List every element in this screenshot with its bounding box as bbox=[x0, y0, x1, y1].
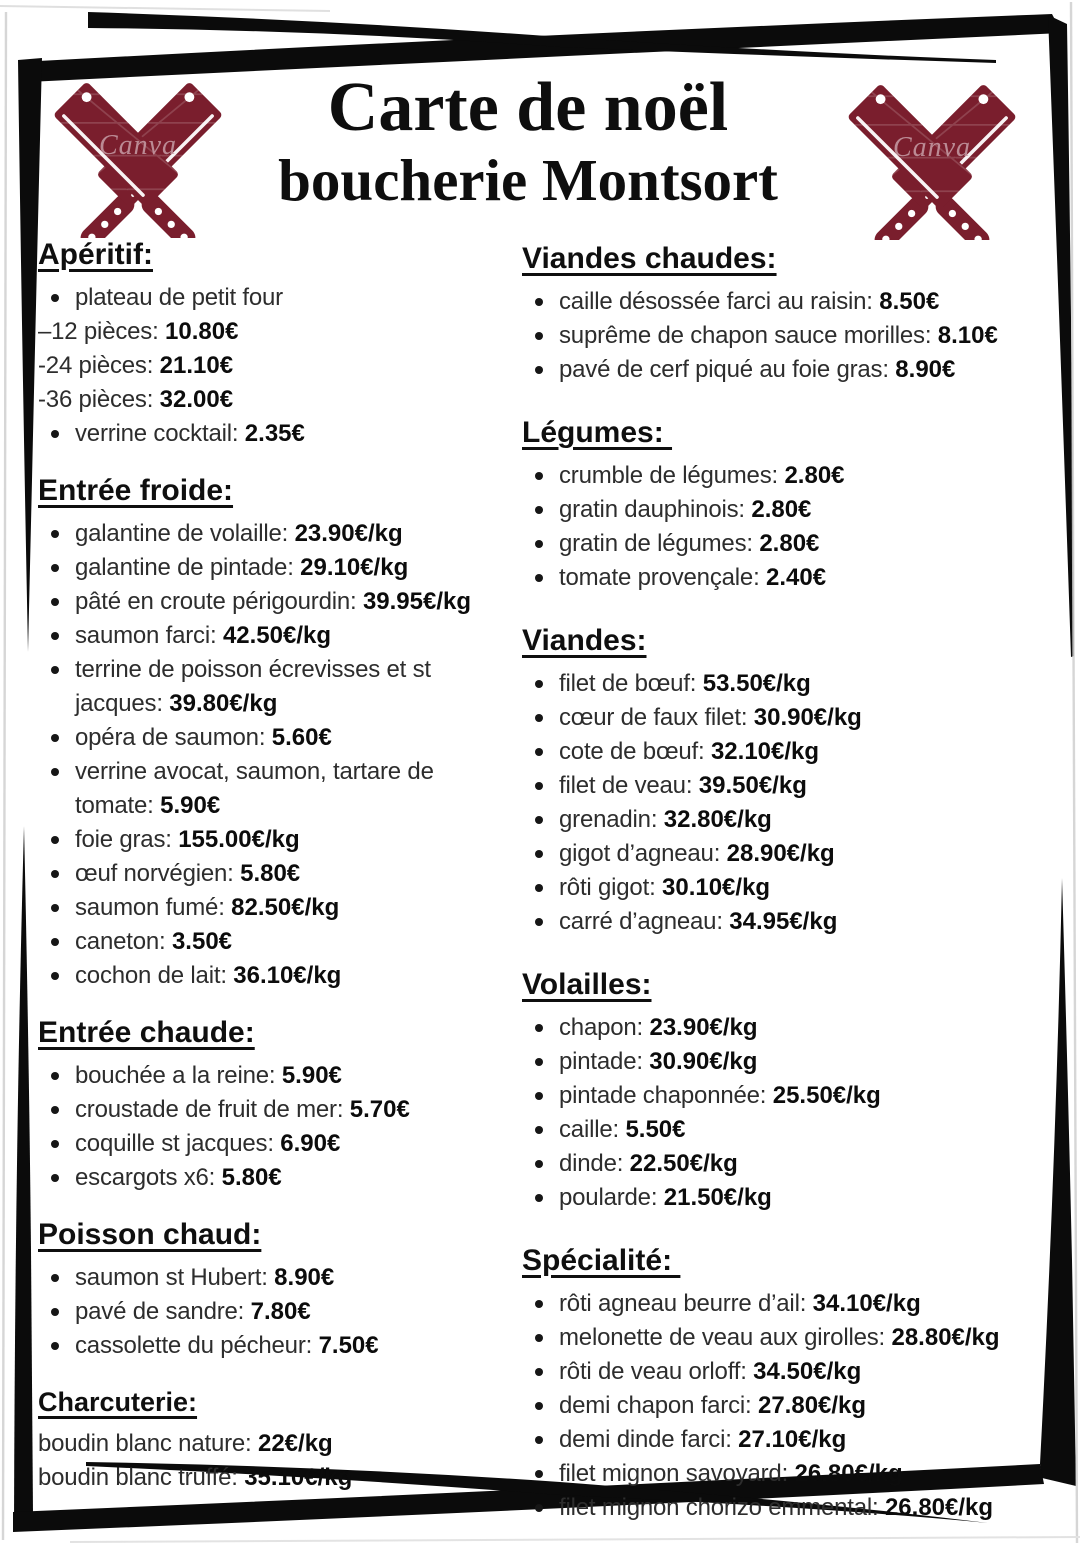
item-price: 28.80€/kg bbox=[891, 1324, 1000, 1351]
item-price: 53.50€/kg bbox=[702, 670, 811, 697]
menu-section bbox=[522, 622, 1046, 939]
menu-item: –12 pièces: 10.80€ bbox=[38, 318, 239, 345]
item-text: demi chapon farci bbox=[559, 1392, 746, 1419]
item-text: pintade bbox=[559, 1048, 637, 1075]
item-text: opéra de saumon bbox=[75, 724, 259, 751]
item-price: 36.10€/kg bbox=[233, 962, 342, 989]
menu-item: foie gras: 155.00€/kg bbox=[38, 823, 516, 857]
item-text: -24 pièces bbox=[38, 352, 147, 379]
item-price: 26.80€/kg bbox=[794, 1460, 903, 1487]
menu-item: cote de bœuf: 32.10€/kg bbox=[522, 735, 1046, 769]
menu-item: galantine de volaille: 23.90€/kg bbox=[38, 517, 516, 551]
item-text: caille désossée farci au raisin bbox=[559, 288, 867, 315]
item-price: 8.90€ bbox=[895, 356, 956, 383]
section-items bbox=[38, 281, 516, 451]
item-price: 34.95€/kg bbox=[729, 908, 838, 935]
menu-item: -24 pièces: 21.10€ bbox=[38, 352, 234, 379]
item-price: 30.90€/kg bbox=[649, 1048, 758, 1075]
item-text: gigot d’agneau bbox=[559, 840, 714, 867]
item-text: caneton bbox=[75, 928, 160, 955]
item-price: 2.35€ bbox=[244, 420, 305, 447]
crossed-cleavers-icon bbox=[18, 78, 258, 238]
menu-section bbox=[38, 236, 516, 451]
item-text: poularde bbox=[559, 1184, 651, 1211]
menu-item: cochon de lait: 36.10€/kg bbox=[38, 959, 516, 993]
item-price: 5.90€ bbox=[160, 792, 221, 819]
menu-item: filet de bœuf: 53.50€/kg bbox=[522, 667, 1046, 701]
item-price: 2.80€ bbox=[751, 496, 812, 523]
section-items bbox=[38, 517, 516, 993]
item-price: 39.95€/kg bbox=[362, 588, 472, 615]
section-heading: Apéritif: bbox=[38, 238, 153, 271]
section-items bbox=[522, 285, 1046, 387]
item-price: 32.10€/kg bbox=[710, 738, 820, 765]
menu-item: crumble de légumes: 2.80€ bbox=[522, 459, 1046, 493]
item-price: 8.50€ bbox=[879, 288, 940, 315]
item-price: 5.90€ bbox=[281, 1062, 342, 1089]
menu-item: saumon st Hubert: 8.90€ bbox=[38, 1261, 516, 1295]
menu-item: pintade chaponnée: 25.50€/kg bbox=[522, 1079, 1046, 1113]
item-text: melonette de veau aux girolles bbox=[559, 1324, 879, 1351]
menu-item: terrine de poisson écrevisses et st jacques: 39.80€/kg bbox=[38, 653, 516, 721]
item-price: 3.50€ bbox=[171, 928, 233, 955]
menu-item: saumon farci: 42.50€/kg bbox=[38, 619, 516, 653]
item-text: galantine de volaille bbox=[75, 520, 282, 547]
item-text: suprême de chapon sauce morilles bbox=[559, 322, 925, 349]
menu-item: pintade: 30.90€/kg bbox=[522, 1045, 1046, 1079]
item-price: 26.80€/kg bbox=[884, 1494, 994, 1521]
menu-item: chapon: 23.90€/kg bbox=[522, 1011, 1046, 1045]
section-heading: Poisson chaud: bbox=[38, 1218, 262, 1251]
menu-item: pavé de cerf piqué au foie gras: 8.90€ bbox=[522, 353, 1046, 387]
item-text: crumble de légumes bbox=[559, 462, 772, 489]
menu-item: suprême de chapon sauce morilles: 8.10€ bbox=[522, 319, 1046, 353]
item-price: 34.10€/kg bbox=[812, 1290, 921, 1317]
item-text: cochon de lait bbox=[75, 962, 221, 989]
item-price: 27.10€/kg bbox=[738, 1426, 847, 1453]
menu-section bbox=[522, 414, 1046, 595]
item-text: filet de veau bbox=[559, 772, 686, 799]
section-heading: Entrée chaude: bbox=[38, 1016, 255, 1049]
item-price: 5.60€ bbox=[271, 724, 332, 751]
item-text: escargots x6 bbox=[75, 1164, 209, 1191]
item-price: 22.50€/kg bbox=[629, 1150, 738, 1177]
item-text: coquille st jacques bbox=[75, 1130, 268, 1157]
item-price: 7.80€ bbox=[250, 1298, 311, 1325]
item-text: –12 pièces bbox=[38, 318, 153, 345]
menu-item: escargots x6: 5.80€ bbox=[38, 1161, 516, 1195]
item-price: 82.50€/kg bbox=[231, 894, 340, 921]
menu-item: cœur de faux filet: 30.90€/kg bbox=[522, 701, 1046, 735]
item-price: 35.10€/kg bbox=[244, 1464, 353, 1491]
item-price: 32.80€/kg bbox=[663, 806, 772, 833]
menu-item: filet mignon savoyard: 26.80€/kg bbox=[522, 1457, 1046, 1491]
item-price: 21.10€ bbox=[159, 352, 234, 379]
menu-item: caneton: 3.50€ bbox=[38, 925, 516, 959]
item-price: 10.80€ bbox=[165, 318, 239, 345]
menu-item: verrine avocat, saumon, tartare de tomate: 5.90€ bbox=[38, 755, 516, 823]
menu-item: boudin blanc truffé: 35.10€/kg bbox=[38, 1464, 353, 1491]
menu-section bbox=[38, 1216, 516, 1363]
item-text: rôti agneau beurre d’ail bbox=[559, 1290, 800, 1317]
item-text: grenadin bbox=[559, 806, 651, 833]
item-text: filet mignon savoyard bbox=[559, 1460, 782, 1487]
item-price: 5.70€ bbox=[349, 1096, 410, 1123]
section-items bbox=[38, 1427, 516, 1495]
page-title bbox=[252, 70, 804, 212]
menu-item: poularde: 21.50€/kg bbox=[522, 1181, 1046, 1215]
item-price: 39.80€/kg bbox=[169, 690, 278, 717]
item-text: cassolette du pécheur bbox=[75, 1332, 306, 1359]
menu-item: caille: 5.50€ bbox=[522, 1113, 1046, 1147]
item-price: 2.40€ bbox=[766, 564, 827, 591]
item-text: plateau de petit four bbox=[75, 284, 283, 311]
menu-item: cassolette du pécheur: 7.50€ bbox=[38, 1329, 516, 1363]
item-text: terrine de poisson écrevisses et st jacques bbox=[75, 656, 431, 717]
section-heading: Viandes chaudes: bbox=[522, 242, 777, 275]
item-price: 2.80€ bbox=[759, 530, 820, 557]
item-price: 6.90€ bbox=[280, 1130, 341, 1157]
item-price: 22€/kg bbox=[257, 1430, 333, 1457]
menu-item: gratin de légumes: 2.80€ bbox=[522, 527, 1046, 561]
item-price: 5.80€ bbox=[221, 1164, 282, 1191]
section-heading: Charcuterie: bbox=[38, 1387, 198, 1417]
menu-item: galantine de pintade: 29.10€/kg bbox=[38, 551, 516, 585]
menu-item: pavé de sandre: 7.80€ bbox=[38, 1295, 516, 1329]
item-price: 23.90€/kg bbox=[294, 520, 403, 547]
item-price: 25.50€/kg bbox=[772, 1082, 881, 1109]
menu-item: grenadin: 32.80€/kg bbox=[522, 803, 1046, 837]
section-heading: Viandes: bbox=[522, 624, 647, 657]
item-price: 29.10€/kg bbox=[300, 554, 409, 581]
item-text: verrine avocat, saumon, tartare de tomate bbox=[75, 758, 434, 819]
menu-item bbox=[38, 281, 516, 315]
item-text: saumon st Hubert bbox=[75, 1264, 262, 1291]
menu-item: œuf norvégien: 5.80€ bbox=[38, 857, 516, 891]
menu-item: filet de veau: 39.50€/kg bbox=[522, 769, 1046, 803]
menu-item: gigot d’agneau: 28.90€/kg bbox=[522, 837, 1046, 871]
menu-section bbox=[522, 1242, 1046, 1525]
section-items bbox=[38, 1261, 516, 1363]
item-text: gratin de légumes bbox=[559, 530, 747, 557]
item-price: 32.00€ bbox=[159, 386, 234, 413]
menu-item: demi chapon farci: 27.80€/kg bbox=[522, 1389, 1046, 1423]
section-items bbox=[522, 459, 1046, 595]
canva-watermark: Canva bbox=[892, 132, 972, 163]
item-text: croustade de fruit de mer bbox=[75, 1096, 337, 1123]
item-text: saumon farci bbox=[75, 622, 210, 649]
item-price: 42.50€/kg bbox=[222, 622, 332, 649]
section-heading: Légumes: bbox=[522, 416, 673, 449]
menu-item: carré d’agneau: 34.95€/kg bbox=[522, 905, 1046, 939]
menu-item: rôti gigot: 30.10€/kg bbox=[522, 871, 1046, 905]
menu-section bbox=[522, 240, 1046, 387]
menu-item: croustade de fruit de mer: 5.70€ bbox=[38, 1093, 516, 1127]
menu-item: verrine cocktail: 2.35€ bbox=[38, 417, 516, 451]
canva-watermark: Canva bbox=[98, 130, 178, 161]
item-text: pavé de cerf piqué au foie gras bbox=[559, 356, 883, 383]
item-price: 21.50€/kg bbox=[663, 1184, 772, 1211]
item-text: tomate provençale bbox=[559, 564, 754, 591]
section-items bbox=[522, 667, 1046, 939]
item-text: pâté en croute périgourdin bbox=[75, 588, 350, 615]
item-price: 2.80€ bbox=[784, 462, 845, 489]
section-heading: Spécialité: bbox=[522, 1244, 681, 1277]
item-price: 39.50€/kg bbox=[698, 772, 807, 799]
section-heading: Volailles: bbox=[522, 968, 652, 1001]
title-line-2: boucherie Montsort bbox=[278, 147, 778, 213]
menu-section bbox=[38, 472, 516, 993]
section-items bbox=[38, 1059, 516, 1195]
menu-item: caille désossée farci au raisin: 8.50€ bbox=[522, 285, 1046, 319]
menu-item: melonette de veau aux girolles: 28.80€/kg bbox=[522, 1321, 1046, 1355]
item-text: caille bbox=[559, 1116, 613, 1143]
item-text: œuf norvégien bbox=[75, 860, 228, 887]
menu-column-left bbox=[38, 236, 516, 1516]
item-price: 5.80€ bbox=[240, 860, 301, 887]
item-text: rôti gigot bbox=[559, 874, 650, 901]
menu-item: bouchée a la reine: 5.90€ bbox=[38, 1059, 516, 1093]
item-price: 28.90€/kg bbox=[726, 840, 835, 867]
menu-section bbox=[38, 1384, 516, 1495]
menu-item: rôti agneau beurre d’ail: 34.10€/kg bbox=[522, 1287, 1046, 1321]
item-text: rôti de veau orloff bbox=[559, 1358, 741, 1385]
item-text: saumon fumé bbox=[75, 894, 219, 921]
menu-item: coquille st jacques: 6.90€ bbox=[38, 1127, 516, 1161]
item-text: boudin blanc nature bbox=[38, 1430, 246, 1457]
item-text: filet mignon chorizo emmental bbox=[559, 1494, 873, 1521]
item-text: bouchée a la reine bbox=[75, 1062, 269, 1089]
item-text: carré d’agneau bbox=[559, 908, 717, 935]
item-text: foie gras bbox=[75, 826, 166, 853]
item-text: pavé de sandre bbox=[75, 1298, 238, 1325]
item-price: 5.50€ bbox=[625, 1116, 686, 1143]
item-text: chapon bbox=[559, 1014, 637, 1041]
item-text: -36 pièces bbox=[38, 386, 147, 413]
menu-item: saumon fumé: 82.50€/kg bbox=[38, 891, 516, 925]
item-text: filet de bœuf bbox=[559, 670, 690, 697]
item-price: 155.00€/kg bbox=[178, 826, 300, 853]
menu-item: -36 pièces: 32.00€ bbox=[38, 386, 234, 413]
item-text: gratin dauphinois bbox=[559, 496, 739, 523]
item-price: 8.90€ bbox=[274, 1264, 335, 1291]
item-text: cote de bœuf bbox=[559, 738, 699, 765]
menu-item: pâté en croute périgourdin: 39.95€/kg bbox=[38, 585, 516, 619]
crossed-cleavers-icon bbox=[812, 80, 1052, 240]
menu-section bbox=[522, 966, 1046, 1215]
section-items bbox=[522, 1287, 1046, 1525]
item-text: boudin blanc truffé bbox=[38, 1464, 232, 1491]
item-text: verrine cocktail bbox=[75, 420, 232, 447]
item-price: 23.90€/kg bbox=[649, 1014, 758, 1041]
menu-item: tomate provençale: 2.40€ bbox=[522, 561, 1046, 595]
menu-item: boudin blanc nature: 22€/kg bbox=[38, 1430, 333, 1457]
item-price: 8.10€ bbox=[937, 322, 998, 349]
menu-item: opéra de saumon: 5.60€ bbox=[38, 721, 516, 755]
item-price: 34.50€/kg bbox=[753, 1358, 862, 1385]
title-line-1: Carte de noël bbox=[327, 69, 729, 146]
menu-item: rôti de veau orloff: 34.50€/kg bbox=[522, 1355, 1046, 1389]
menu-item: gratin dauphinois: 2.80€ bbox=[522, 493, 1046, 527]
item-text: demi dinde farci bbox=[559, 1426, 726, 1453]
section-heading: Entrée froide: bbox=[38, 474, 234, 507]
item-price: 27.80€/kg bbox=[757, 1392, 867, 1419]
menu-column-right bbox=[522, 240, 1046, 1552]
item-text: galantine de pintade bbox=[75, 554, 288, 581]
item-price: 30.90€/kg bbox=[753, 704, 862, 731]
item-price: 30.10€/kg bbox=[662, 874, 771, 901]
menu-item: dinde: 22.50€/kg bbox=[522, 1147, 1046, 1181]
item-text: dinde bbox=[559, 1150, 617, 1177]
item-text: cœur de faux filet bbox=[559, 704, 741, 731]
section-items bbox=[522, 1011, 1046, 1215]
menu-item: filet mignon chorizo emmental: 26.80€/kg bbox=[522, 1491, 1046, 1525]
menu-section bbox=[38, 1014, 516, 1195]
item-price: 7.50€ bbox=[318, 1332, 379, 1359]
menu-item: demi dinde farci: 27.10€/kg bbox=[522, 1423, 1046, 1457]
item-text: pintade chaponnée bbox=[559, 1082, 760, 1109]
